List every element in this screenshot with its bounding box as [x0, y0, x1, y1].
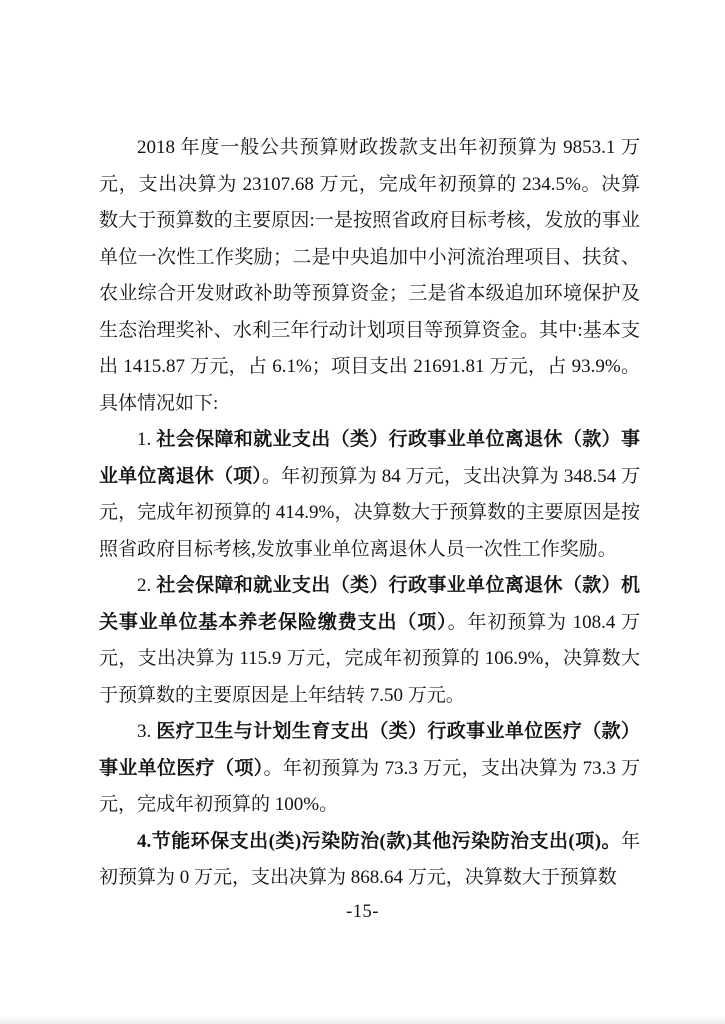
- item-4-body: 年初预算为 0 万元，支出决算为 868.64 万元，决算数大于预算数: [99, 830, 640, 888]
- paragraph-item-4: [99, 824, 640, 897]
- paragraph-item-3: [99, 714, 640, 824]
- paragraph-item-1: [99, 422, 640, 568]
- item-4-number: 4.: [137, 830, 152, 852]
- item-3-body: 。年初预算为 73.3 万元，支出决算为 73.3 万元，完成年初预算的 100%。: [99, 757, 640, 815]
- scan-shadow: [0, 1016, 725, 1024]
- paragraph-overview: [99, 130, 640, 422]
- item-1-heading: 社会保障和就业支出（类）行政事业单位离退休（款）事业单位离退休（项）: [99, 429, 640, 487]
- item-2-body: 。年初预算为 108.4 万元，支出决算为 115.9 万元，完成年初预算的 106.9%，决算数大于预算数的主要原因是上年结转 7.50 万元。: [99, 611, 640, 706]
- paragraph-item-2: [99, 568, 640, 714]
- page-number: -15-: [346, 902, 379, 922]
- item-4-heading: 节能环保支出(类)污染防治(款)其他污染防治支出(项)。: [151, 830, 621, 852]
- item-2-number: 2.: [137, 575, 157, 596]
- item-3-heading: 医疗卫生与计划生育支出（类）行政事业单位医疗（款）事业单位医疗（项）: [99, 721, 640, 779]
- document-content: [99, 130, 640, 897]
- overview-text: 2018 年度一般公共预算财政拨款支出年初预算为 9853.1 万元，支出决算为 23107.68 万元，完成年初预算的 234.5%。决算数大于预算数的主要原因:一是按照省政府目标考核，发放的事业单位一次性工作奖励；二是中央追加中小河流治理项目、扶贫、农业综合开发财政补助等预算资金；三是省本级追加环境保护及生态治理奖补、水利三年行动计划项目等预算资金。其中:基本支出 1415.87 万元，占 6.1%；项目支出 21691.81 万元，占 93.9%。具体情况如下:: [99, 137, 640, 414]
- item-3-number: 3.: [137, 721, 157, 742]
- item-1-body: 。年初预算为 84 万元，支出决算为 348.54 万元，完成年初预算的 414.9%，决算数大于预算数的主要原因是按照省政府目标考核,发放事业单位离退休人员一次性工作奖励。: [99, 465, 640, 560]
- item-1-number: 1.: [137, 429, 157, 450]
- item-2-heading: 社会保障和就业支出（类）行政事业单位离退休（款）机关事业单位基本养老保险缴费支出（项）: [99, 575, 640, 633]
